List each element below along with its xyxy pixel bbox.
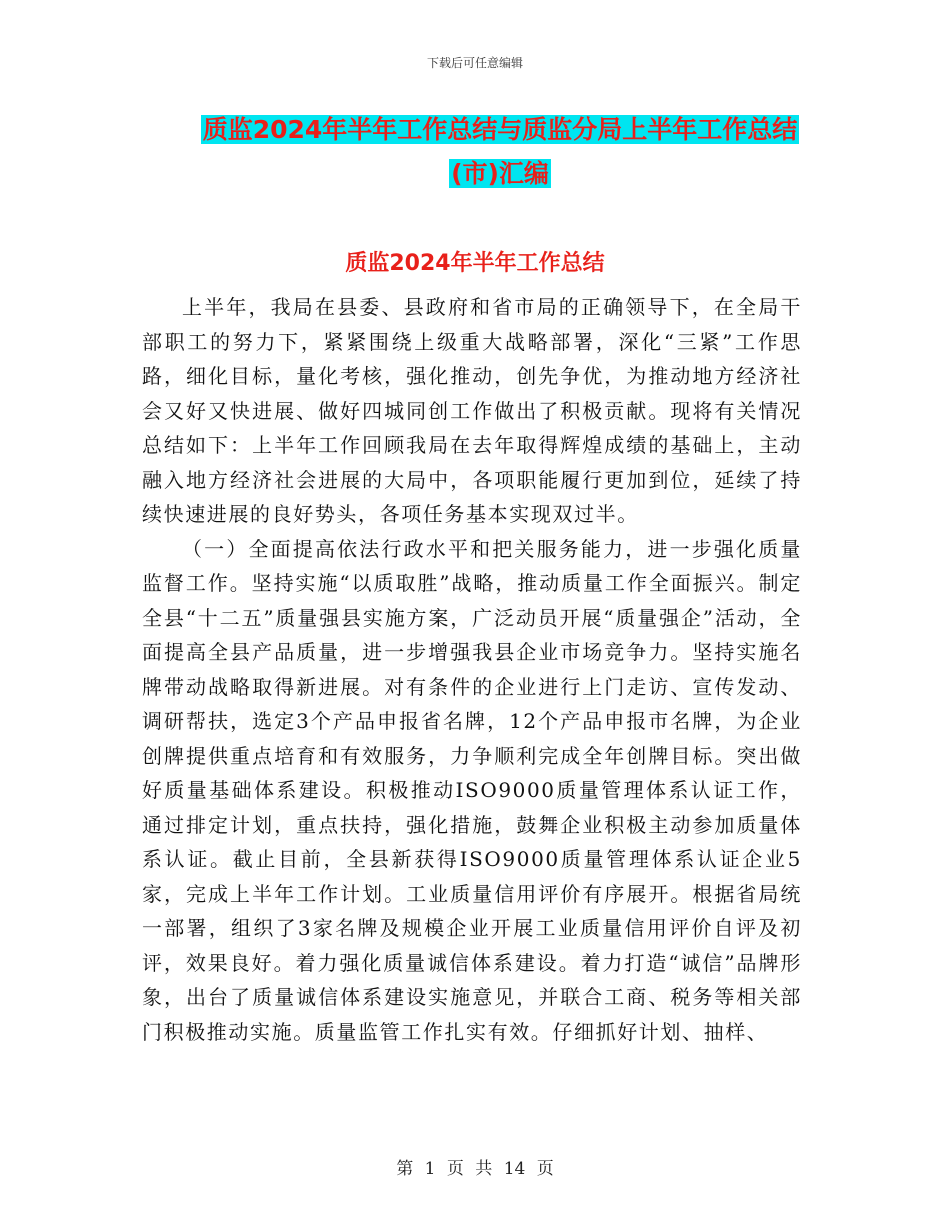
document-body xyxy=(142,290,802,1049)
section-title: 质监2024年半年工作总结 xyxy=(345,251,605,276)
page-header-note: 下载后可任意编辑 xyxy=(426,56,523,70)
document-title-line1: 质监2024年半年工作总结与质监分局上半年工作总结 xyxy=(202,115,798,144)
paragraph: 上半年，我局在县委、县政府和省市局的正确领导下，在全局干部职工的努力下，紧紧围绕上级重大战略部署，深化“三紧”工作思路，细化目标，量化考核，强化推动，创先争优，为推动地方经济社会又好又快进展、做好四城同创工作做出了积极贡献。现将有关情况总结如下：上半年工作回顾我局在去年取得辉煌成绩的基础上，主动融入地方经济社会进展的大局中，各项职能履行更加到位，延续了持续快速进展的良好势头，各项任务基本实现双过半。 xyxy=(142,295,802,526)
paragraph: （一）全面提高依法行政水平和把关服务能力，进一步强化质量监督工作。坚持实施“以质取胜”战略，推动质量工作全面振兴。制定全县“十二五”质量强县实施方案，广泛动员开展“质量强企”活动，全面提高全县产品质量，进一步增强我县企业市场竞争力。坚持实施名牌带动战略取得新进展。对有条件的企业进行上门走访、宣传发动、调研帮扶，选定3个产品申报省名牌，12个产品申报市名牌，为企业创牌提供重点培育和有效服务，力争顺利完成全年创牌目标。突出做好质量基础体系建设。积极推动ISO9000质量管理体系认证工作，通过排定计划，重点扶持，强化措施，鼓舞企业积极主动参加质量体系认证。截止目前，全县新获得ISO9000质量管理体系认证企业5家，完成上半年工作计划。工业质量信用评价有序展开。根据省局统一部署，组织了3家名牌及规模企业开展工业质量信用评价自评及初评，效果良好。着力强化质量诚信体系建设。着力打造“诚信”品牌形象，出台了质量诚信体系建设实施意见，并联合工商、税务等相关部门积极推动实施。质量监管工作扎实有效。仔细抓好计划、抽样、 xyxy=(142,536,802,1044)
document-title xyxy=(150,108,850,196)
page-number: 第 1 页 共 14 页 xyxy=(396,1159,554,1179)
document-title-line2: (市)汇编 xyxy=(451,159,549,188)
